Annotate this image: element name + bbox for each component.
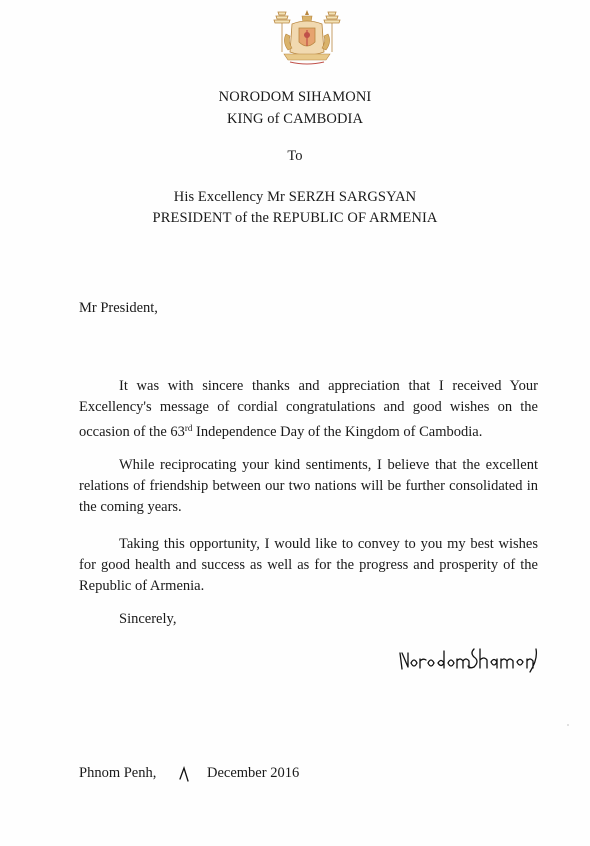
paragraph-1-text-end: Independence Day of the Kingdom of Cambodia. [192, 424, 483, 440]
signature [398, 645, 540, 673]
scan-speck [567, 724, 569, 726]
recipient-name: His Excellency Mr SERZH SARGSYAN [173, 189, 417, 205]
to-label: To [287, 148, 303, 164]
ordinal-suffix: rd [184, 423, 193, 433]
place: Phnom Penh, [79, 765, 157, 781]
recipient-title: PRESIDENT of the REPUBLIC OF ARMENIA [152, 210, 438, 226]
place-date-line [79, 765, 300, 782]
sender-title: KING of CAMBODIA [226, 111, 364, 127]
paragraph-1-text: It was with sincere thanks and appreciation that I received Your Excellency's message of cordial congratulations and good wishes on the occasion of the 63 [79, 378, 538, 440]
royal-arms-icon [268, 8, 346, 70]
paragraph-1 [79, 376, 538, 443]
date-month-year: December 2016 [207, 765, 300, 781]
paragraph-2: While reciprocating your kind sentiments, I believe that the excellent relations of friendship between our two nations will be further consolidated in the coming years. [79, 457, 538, 515]
handwritten-day-mark [177, 765, 191, 783]
closing: Sincerely, [119, 611, 177, 627]
salutation: Mr President, [79, 300, 158, 316]
paragraph-3: Taking this opportunity, I would like to convey to you my best wishes for good health and success as well as for the progress and prosperity of the Republic of Armenia. [79, 536, 538, 594]
sender-name: NORODOM SIHAMONI [218, 89, 372, 105]
